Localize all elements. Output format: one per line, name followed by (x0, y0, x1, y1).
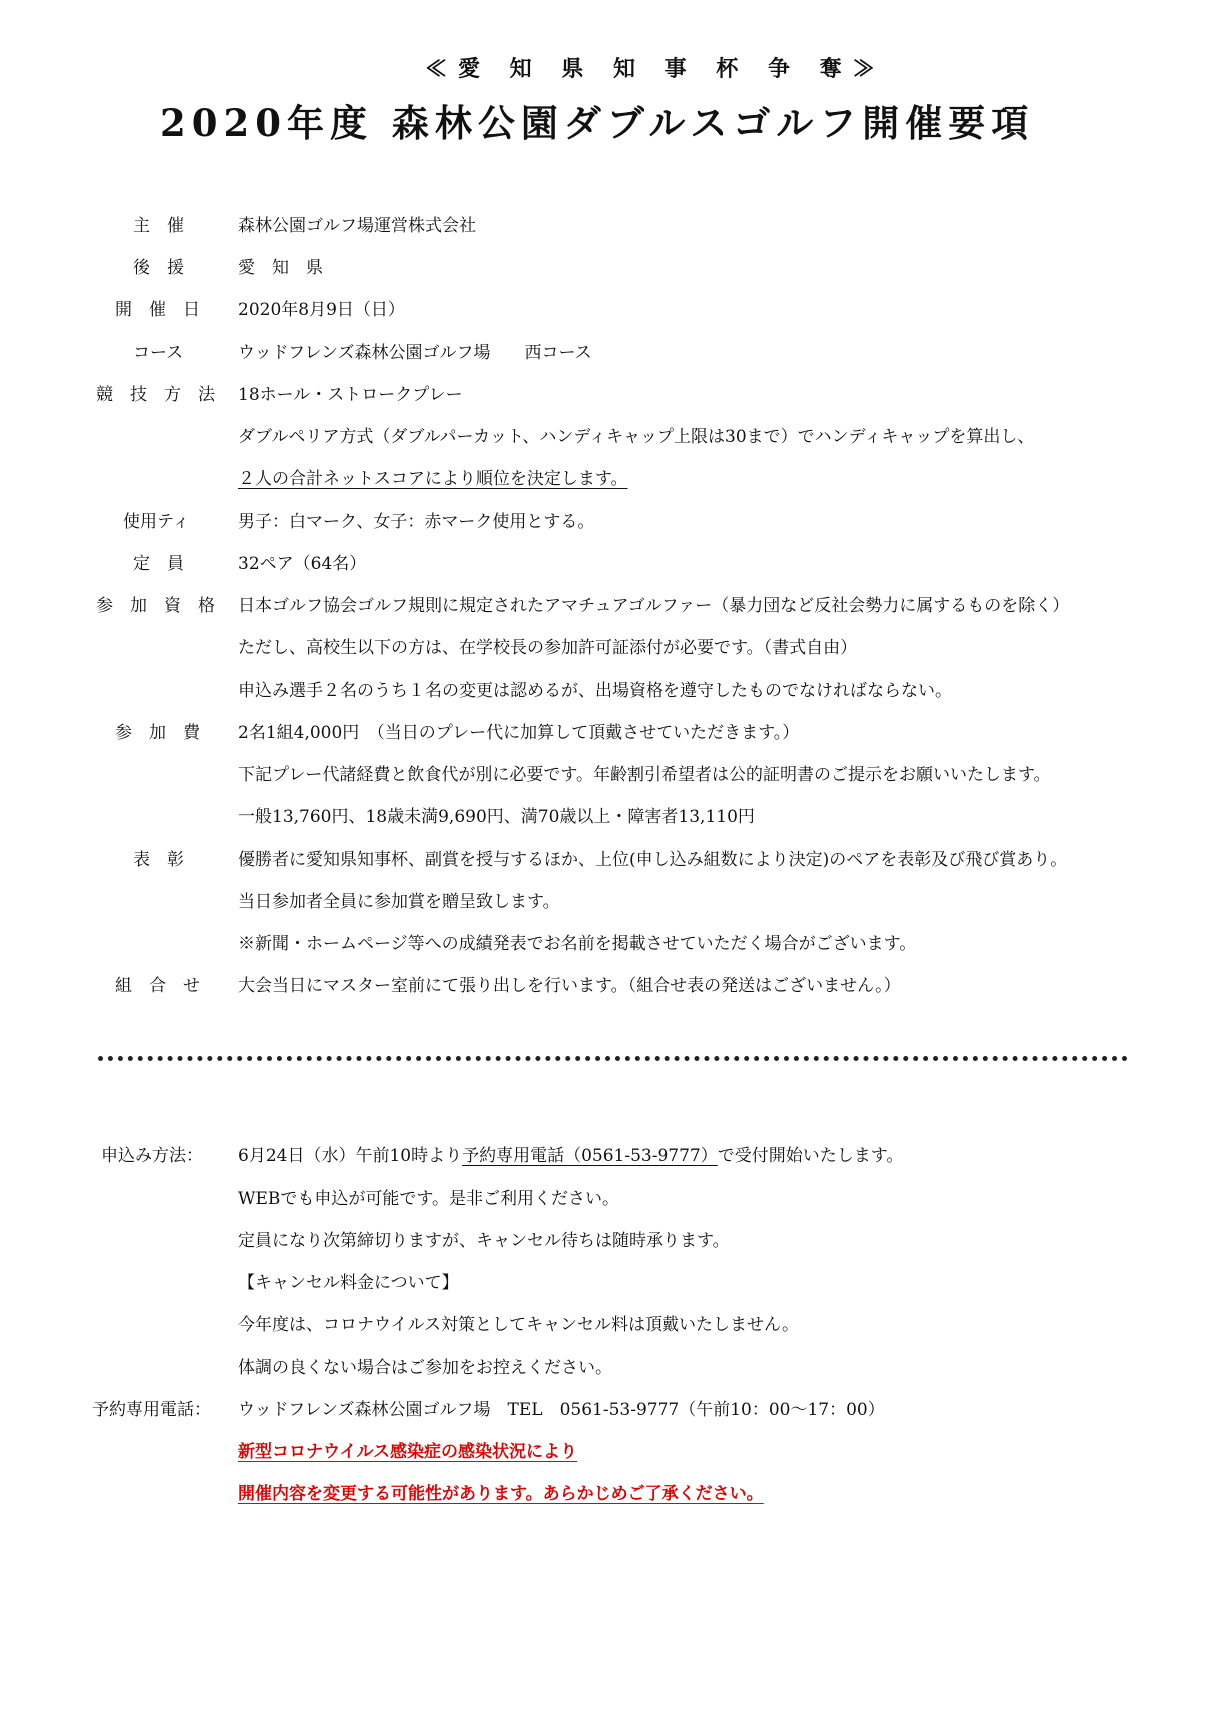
value-application-line5: 今年度は、コロナウイルス対策としてキャンセル料は頂戴いたしません。 (238, 1315, 799, 1335)
label-course: コース (133, 343, 184, 363)
value-awards-line1: 優勝者に愛知県知事杯、副賞を授与するほか、上位(申し込み組数により決定)のペアを表彰及び飛び賞あり。 (238, 850, 1068, 870)
value-method-line2: ダブルペリア方式（ダブルパーカット、ハンディキャップ上限は30まで）でハンディキャップを算出し、 (238, 427, 1035, 447)
label-pairing: 組 合 せ (115, 976, 200, 996)
notice-line1: 新型コロナウイルス感染症の感染状況により (238, 1442, 577, 1462)
label-method: 競 技 方 法 (96, 385, 215, 405)
value-awards-line2: 当日参加者全員に参加賞を贈呈致します。 (238, 892, 560, 912)
value-eligibility-line1: 日本ゴルフ協会ゴルフ規則に規定されたアマチュアゴルファー（暴力団など反社会勢力に属するものを除く） (238, 596, 1070, 616)
reservation-phone-link: 予約専用電話（0561-53-9777） (462, 1146, 718, 1166)
dotted-divider (98, 1056, 1128, 1061)
value-pairing: 大会当日にマスター室前にて張り出しを行います。（組合せ表の発送はございません。） (238, 976, 901, 996)
value-method-line1: 18ホール・ストロークプレー (238, 385, 463, 405)
label-tee: 使用ティ (123, 512, 190, 532)
value-fee-line3: 一般13,760円、18歳未満9,690円、満70歳以上・障害者13,110円 (238, 807, 755, 827)
value-application-line1 (238, 1141, 903, 1166)
value-capacity: 32ペア（64名） (238, 554, 367, 574)
notice-line2: 開催内容を変更する可能性があります。あらかじめご了承ください。 (238, 1484, 764, 1504)
value-organizer: 森林公園ゴルフ場運営株式会社 (238, 216, 476, 236)
value-fee-line2: 下記プレー代諸経費と飲食代が別に必要です。年齢割引希望者は公的証明書のご提示をお願いいたします。 (238, 765, 1051, 785)
label-eligibility: 参 加 資 格 (96, 596, 215, 616)
label-application: 申込み方法： (101, 1146, 203, 1166)
value-application-line6: 体調の良くない場合はご参加をお控えください。 (238, 1358, 612, 1378)
value-eligibility-line3: 申込み選手２名のうち１名の変更は認めるが、出場資格を遵守したものでなければならない。 (238, 681, 952, 701)
label-support: 後 援 (133, 258, 184, 278)
value-support: 愛 知 県 (238, 258, 323, 278)
value-awards-line3: ※新聞・ホームページ等への成績発表でお名前を掲載させていただく場合がございます。 (238, 934, 917, 954)
label-date: 開 催 日 (115, 300, 200, 320)
label-organizer: 主 催 (133, 216, 184, 236)
label-capacity: 定 員 (133, 554, 184, 574)
value-course: ウッドフレンズ森林公園ゴルフ場 西コース (238, 343, 592, 363)
subtitle: ≪愛 知 県 知 事 杯 争 奪≫ (425, 56, 886, 82)
value-application-line2: WEBでも申込が可能です。是非ご利用ください。 (238, 1189, 620, 1209)
label-awards: 表 彰 (133, 850, 184, 870)
value-method-line3: ２人の合計ネットスコアにより順位を決定します。 (238, 469, 628, 489)
value-application-line3: 定員になり次第締切りますが、キャンセル待ちは随時承ります。 (238, 1231, 730, 1251)
label-reservation: 予約専用電話： (92, 1400, 211, 1420)
value-reservation: ウッドフレンズ森林公園ゴルフ場 TEL 0561-53-9777（午前10：00～17：00） (238, 1400, 885, 1420)
value-tee: 男子：白マーク、女子：赤マーク使用とする。 (238, 512, 595, 532)
page-title: 2020年度 森林公園ダブルスゴルフ開催要項 (160, 101, 1035, 145)
value-eligibility-line2: ただし、高校生以下の方は、在学校長の参加許可証添付が必要です。（書式自由） (238, 638, 858, 658)
application-start-text: で受付開始いたします。 (717, 1146, 904, 1166)
application-date-text: 6月24日（水）午前10時より (238, 1146, 463, 1166)
label-fee: 参 加 費 (115, 723, 200, 743)
value-date: 2020年8月9日（日） (238, 300, 405, 320)
value-application-line4: 【キャンセル料金について】 (238, 1273, 459, 1293)
value-fee-line1: 2名1組4,000円 （当日のプレー代に加算して頂戴させていただきます。） (238, 723, 800, 743)
